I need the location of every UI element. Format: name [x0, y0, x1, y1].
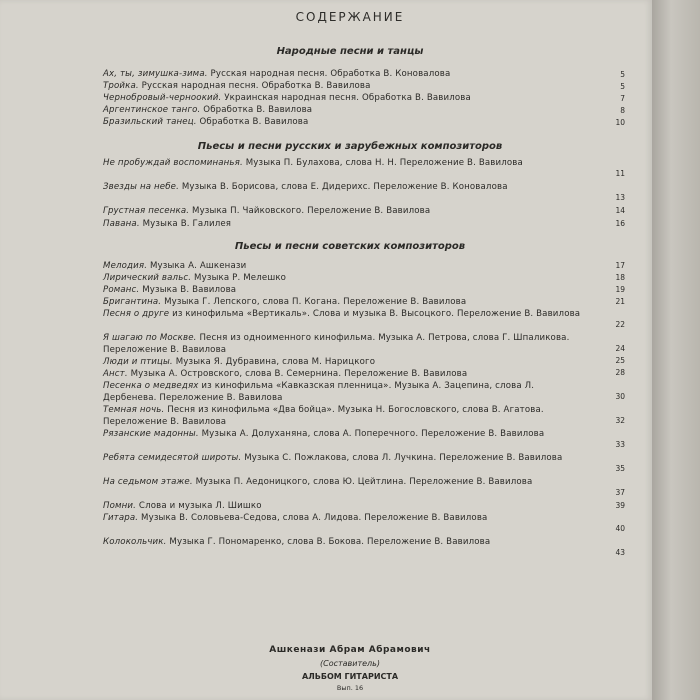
- entry-text: Украинская народная песня. Обработка В. Вавилова: [221, 93, 471, 103]
- entry-text: Обработка В. Вавилова: [196, 117, 309, 127]
- toc-entry: [103, 205, 583, 217]
- entry-title: Рязанские мадонны.: [103, 429, 199, 439]
- compiler-role: (Составитель): [319, 659, 380, 668]
- entry-title: На седьмом этаже.: [103, 477, 193, 487]
- section-soviet: [0, 240, 700, 254]
- entry-title: Грустная песенка.: [103, 206, 190, 216]
- toc-entry: [103, 92, 583, 104]
- entry-title: Бригантина.: [103, 297, 162, 307]
- page-number: 16: [615, 219, 625, 228]
- toc-entry: [103, 104, 583, 116]
- entry-text: Музыка А. Долуханяна, слова А. Поперечного. Переложение В. Вавилова: [198, 429, 545, 439]
- toc-entry: [103, 452, 583, 464]
- page-number: 22: [615, 320, 625, 329]
- entry-text: из кинофильма «Кавказская пленница». Музыка А. Зацепина, слова Л. Дербенева. Переложение В. Вавилова: [103, 381, 535, 403]
- page-number: 5: [620, 70, 625, 79]
- entry-title: Люди и птицы.: [103, 357, 173, 367]
- toc-entry: [103, 536, 583, 548]
- entry-text: Слова и музыка Л. Шишко: [136, 501, 262, 511]
- entry-title: Темная ночь.: [103, 405, 165, 415]
- page-number: 32: [615, 416, 625, 425]
- entry-text: Музыка Г. Лепского, слова П. Когана. Переложение В. Вавилова: [161, 297, 467, 307]
- toc-entry: [103, 68, 583, 80]
- entry-title: Гитара.: [103, 513, 139, 523]
- entry-title: Романс.: [103, 285, 140, 295]
- entry-title: Павана.: [103, 219, 140, 229]
- section-heading: Пьесы и песни русских и зарубежных композиторов: [197, 141, 503, 152]
- toc-entry: [103, 181, 583, 193]
- entry-title: Песенка о медведях: [103, 381, 199, 391]
- page-number: 37: [615, 488, 625, 497]
- entry-title: Не пробуждай воспоминанья.: [103, 158, 243, 168]
- entry-text: Музыка В. Соловьева-Седова, слова А. Лидова. Переложение В. Вавилова: [138, 513, 488, 523]
- entry-text: Музыка П. Булахова, слова Н. Н. Переложение В. Вавилова: [242, 158, 523, 168]
- page-number: 33: [615, 440, 625, 449]
- page-number: 21: [615, 297, 625, 306]
- page-number: 17: [615, 261, 625, 270]
- page-number: 28: [615, 368, 625, 377]
- entry-title: Ах, ты, зимушка-зима.: [103, 69, 208, 79]
- entry-text: Обработка В. Вавилова: [200, 105, 313, 115]
- entry-text: Музыка Я. Дубравина, слова М. Нарицкого: [172, 357, 376, 367]
- page-number: 43: [615, 548, 625, 557]
- page-title: СОДЕРЖАНИЕ: [295, 10, 405, 24]
- toc-entry: [103, 296, 583, 308]
- entry-title: Колокольчик.: [103, 537, 167, 547]
- page-number: 18: [615, 273, 625, 282]
- entry-text: Музыка Р. Мелешко: [191, 273, 287, 283]
- entry-text: Музыка В. Борисова, слова Е. Дидерихс. Переложение В. Коновалова: [178, 182, 508, 192]
- entry-title: Лирический вальс.: [103, 273, 192, 283]
- entry-text: Русская народная песня. Обработка В. Коновалова: [207, 69, 451, 79]
- toc-entry: [103, 476, 583, 488]
- section-heading: Народные песни и танцы: [276, 46, 424, 57]
- entry-text: Русская народная песня. Обработка В. Вавилова: [138, 81, 371, 91]
- entry-title: Бразильский танец.: [103, 117, 197, 127]
- page-number: 7: [620, 94, 625, 103]
- issue-number: Вып. 16: [336, 684, 364, 692]
- entry-text: Песня из одноименного кинофильма. Музыка А. Петрова, слова Г. Шпаликова. Переложение В. Вавилова: [103, 333, 570, 355]
- entry-text: Песня из кинофильма «Два бойца». Музыка Н. Богословского, слова В. Агатова. Переложение В. Вавилова: [103, 405, 544, 427]
- page-number: 14: [615, 206, 625, 215]
- entry-title: Мелодия.: [103, 261, 148, 271]
- entry-text: Музыка Г. Пономаренко, слова В. Бокова. Переложение В. Вавилова: [166, 537, 491, 547]
- toc-entry: [103, 157, 583, 169]
- entry-text: Музыка В. Галилея: [139, 219, 232, 229]
- page-number: 11: [615, 169, 625, 178]
- page-number: 25: [615, 356, 625, 365]
- toc-entry: [103, 500, 583, 512]
- compiler-name: Ашкенази Абрам Абрамович: [269, 645, 431, 655]
- toc-entry: [103, 116, 583, 128]
- album-title: АЛЬБОМ ГИТАРИСТА: [301, 672, 399, 681]
- toc-entry: [103, 284, 583, 296]
- toc-entry: [103, 332, 583, 356]
- toc-entry: [103, 272, 583, 284]
- toc-entry: [103, 308, 583, 320]
- page-number: 13: [615, 193, 625, 202]
- entry-text: из кинофильма «Вертикаль». Слова и музыка В. Высоцкого. Переложение В. Вавилова: [169, 309, 581, 319]
- page-number: 19: [615, 285, 625, 294]
- page-number: 24: [615, 344, 625, 353]
- entry-title: Песня о друге: [103, 309, 170, 319]
- entry-title: Помни.: [103, 501, 137, 511]
- section-russian-foreign: [0, 140, 700, 154]
- entry-text: Музыка А. Островского, слова В. Семернина. Переложение В. Вавилова: [127, 369, 468, 379]
- page-number: 8: [620, 106, 625, 115]
- entry-text: Музыка П. Чайковского. Переложение В. Вавилова: [189, 206, 431, 216]
- entry-title: Звезды на небе.: [103, 182, 179, 192]
- entry-title: Аргентинское танго.: [103, 105, 201, 115]
- entry-title: Анст.: [103, 369, 128, 379]
- toc-entry: [103, 218, 583, 230]
- toc-entry: [103, 368, 583, 380]
- toc-entry: [103, 380, 583, 404]
- section-heading: Пьесы и песни советских композиторов: [234, 241, 466, 252]
- page-number: 39: [615, 501, 625, 510]
- entry-title: Я шагаю по Москве.: [103, 333, 197, 343]
- entry-text: Музыка А. Ашкенази: [147, 261, 247, 271]
- entry-text: Музыка В. Вавилова: [139, 285, 237, 295]
- page-number: 30: [615, 392, 625, 401]
- page-number: 40: [615, 524, 625, 533]
- section-folk: [0, 45, 700, 59]
- toc-entry: [103, 356, 583, 368]
- entry-title: Чернобровый-черноокий.: [103, 93, 222, 103]
- toc-entry: [103, 428, 583, 440]
- toc-entry: [103, 260, 583, 272]
- entry-title: Ребята семидесятой широты.: [103, 453, 242, 463]
- page-number: 35: [615, 464, 625, 473]
- page-edge: [652, 0, 700, 700]
- page-number: 10: [615, 118, 625, 127]
- toc-entry: [103, 512, 583, 524]
- page-number: 5: [620, 82, 625, 91]
- entry-text: Музыка П. Аедоницкого, слова Ю. Цейтлина. Переложение В. Вавилова: [192, 477, 533, 487]
- toc-entry: [103, 404, 583, 428]
- toc-entry: [103, 80, 583, 92]
- entry-title: Тройка.: [103, 81, 139, 91]
- entry-text: Музыка С. Пожлакова, слова Л. Лучкина. Переложение В. Вавилова: [241, 453, 563, 463]
